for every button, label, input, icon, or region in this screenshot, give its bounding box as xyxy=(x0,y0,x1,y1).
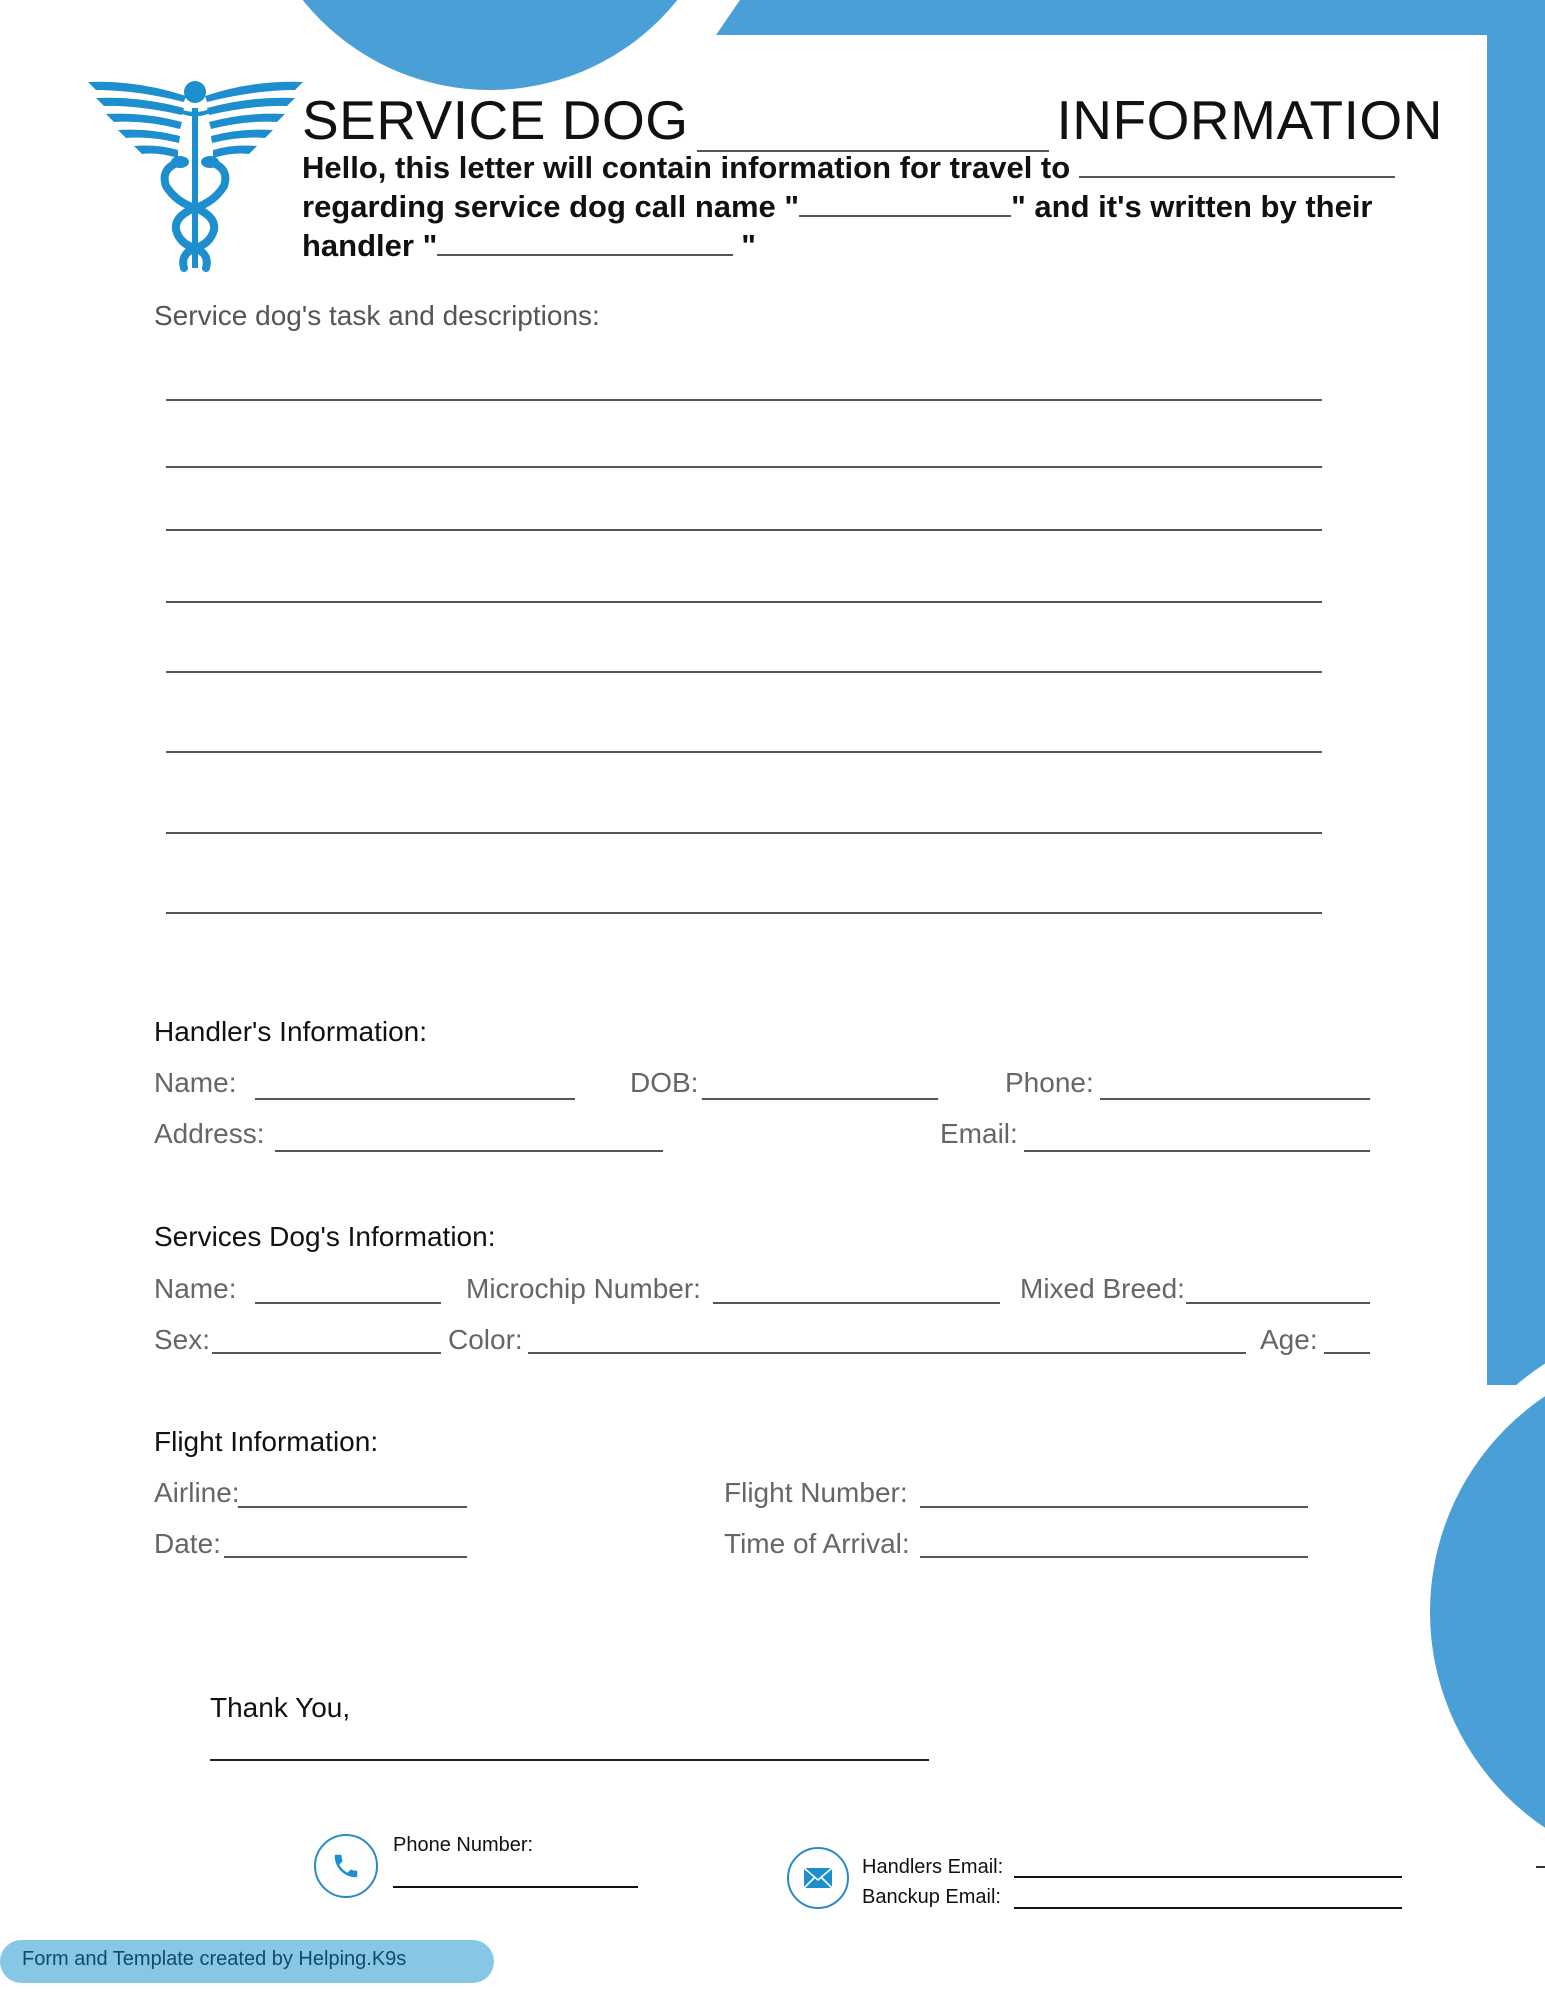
caduceus-icon xyxy=(88,78,303,274)
flight-number-label: Flight Number: xyxy=(724,1477,908,1508)
phone-icon xyxy=(314,1834,378,1898)
decorative-top-circle xyxy=(250,0,730,90)
handler-phone-label: Phone: xyxy=(1005,1067,1094,1098)
intro-line-2 xyxy=(302,189,1373,225)
intro-text: " xyxy=(741,228,756,263)
decorative-right-bar xyxy=(1487,0,1545,1385)
task-line[interactable] xyxy=(166,601,1322,603)
signature-line[interactable] xyxy=(210,1759,929,1761)
task-line[interactable] xyxy=(166,751,1322,753)
task-line[interactable] xyxy=(166,912,1322,914)
date-label: Date: xyxy=(154,1528,221,1559)
decorative-tick xyxy=(1536,1866,1545,1868)
handler-name-label: Name: xyxy=(154,1067,237,1098)
date-input[interactable] xyxy=(224,1556,467,1558)
thank-you-text: Thank You, xyxy=(210,1692,351,1723)
dog-call-name-field[interactable] xyxy=(799,189,1011,217)
handler-email-contact-label: Handlers Email: xyxy=(862,1856,1004,1878)
dog-sex-input[interactable] xyxy=(212,1352,441,1354)
handler-address-input[interactable] xyxy=(275,1150,663,1152)
task-line[interactable] xyxy=(166,466,1322,468)
destination-field[interactable] xyxy=(1079,150,1395,178)
airline-input[interactable] xyxy=(238,1506,467,1508)
flight-number-input[interactable] xyxy=(920,1506,1308,1508)
intro-text: " and it's written by their xyxy=(1011,189,1373,224)
title-suffix: INFORMATION xyxy=(1056,89,1443,151)
title-prefix: SERVICE DOG xyxy=(302,89,689,151)
intro-line-1 xyxy=(302,150,1395,186)
envelope-icon xyxy=(787,1847,849,1909)
task-line[interactable] xyxy=(166,529,1322,531)
handler-section-heading: Handler's Information: xyxy=(154,1016,428,1047)
phone-number-label: Phone Number: xyxy=(393,1834,534,1856)
page-title xyxy=(302,88,1443,152)
dog-breed-label: Mixed Breed: xyxy=(1020,1273,1185,1304)
handler-email-contact-input[interactable] xyxy=(1014,1876,1402,1878)
intro-line-3 xyxy=(302,228,756,264)
intro-text: handler " xyxy=(302,228,438,263)
task-line[interactable] xyxy=(166,671,1322,673)
task-line[interactable] xyxy=(166,832,1322,834)
tasks-label: Service dog's task and descriptions: xyxy=(154,300,600,331)
handler-name-input[interactable] xyxy=(255,1098,575,1100)
decorative-top-bar xyxy=(0,0,1545,35)
handler-name-field[interactable] xyxy=(437,228,733,256)
dog-microchip-label: Microchip Number: xyxy=(466,1273,701,1304)
backup-email-label: Banckup Email: xyxy=(862,1886,1001,1908)
arrival-time-label: Time of Arrival: xyxy=(724,1528,910,1559)
airline-label: Airline: xyxy=(154,1477,240,1508)
dog-color-input[interactable] xyxy=(528,1352,1246,1354)
dog-name-label: Name: xyxy=(154,1273,237,1304)
dog-microchip-input[interactable] xyxy=(713,1302,1000,1304)
handler-dob-input[interactable] xyxy=(702,1098,938,1100)
handler-address-label: Address: xyxy=(154,1118,265,1149)
handler-dob-label: DOB: xyxy=(630,1067,699,1098)
dog-color-label: Color: xyxy=(448,1324,523,1355)
title-blank-field[interactable] xyxy=(697,104,1049,152)
dog-section-heading: Services Dog's Information: xyxy=(154,1221,496,1252)
phone-number-input[interactable] xyxy=(393,1886,638,1888)
handler-phone-input[interactable] xyxy=(1100,1098,1370,1100)
dog-age-input[interactable] xyxy=(1324,1352,1370,1354)
dog-sex-label: Sex: xyxy=(154,1324,211,1355)
backup-email-input[interactable] xyxy=(1014,1907,1402,1909)
footer-credit-text: Form and Template created by Helping.K9s xyxy=(22,1948,407,1970)
handler-email-label: Email: xyxy=(940,1118,1018,1149)
dog-age-label: Age: xyxy=(1260,1324,1318,1355)
dog-breed-input[interactable] xyxy=(1186,1302,1370,1304)
arrival-time-input[interactable] xyxy=(920,1556,1308,1558)
intro-text: Hello, this letter will contain information for travel to xyxy=(302,150,1071,185)
task-line[interactable] xyxy=(166,399,1322,401)
dog-name-input[interactable] xyxy=(255,1302,441,1304)
flight-section-heading: Flight Information: xyxy=(154,1426,379,1457)
intro-text: regarding service dog call name " xyxy=(302,189,800,224)
handler-email-input[interactable] xyxy=(1024,1150,1370,1152)
